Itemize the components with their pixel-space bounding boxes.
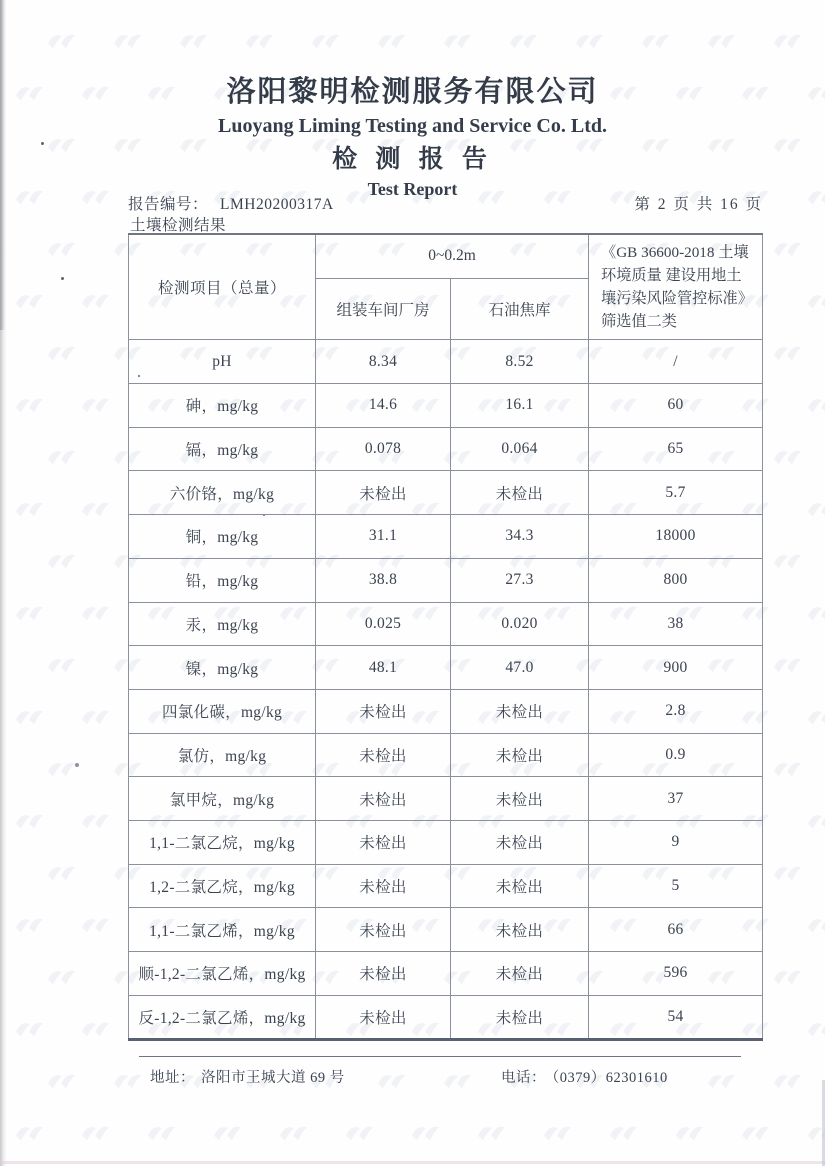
watermark-bird-icon: [44, 546, 81, 574]
watermark-bird-icon: [210, 1118, 247, 1146]
item-cell: 四氯化碳，mg/kg: [129, 689, 316, 733]
item-cell: 铅，mg/kg: [129, 558, 316, 602]
value1-cell: 14.6: [316, 384, 451, 428]
limit-cell: 5.7: [589, 471, 763, 515]
watermark-bird-icon: [78, 1118, 115, 1146]
item-cell: 砷，mg/kg: [129, 384, 316, 428]
address: [150, 1066, 345, 1087]
table-row: [129, 515, 763, 559]
watermark-bird-icon: [12, 702, 49, 730]
watermark-glyph: [770, 650, 808, 683]
watermark-bird-icon: [770, 858, 807, 886]
watermark-glyph: [12, 910, 50, 943]
value2-cell: 8.52: [451, 340, 589, 384]
watermark-glyph: [804, 598, 825, 631]
value2-cell: 未检出: [451, 995, 589, 1040]
limit-cell: 66: [589, 908, 763, 952]
watermark-bird-icon: [44, 338, 81, 366]
col-header-item: 检测项目（总量）: [129, 234, 316, 340]
watermark-bird-icon: [804, 286, 825, 314]
watermark-bird-icon: [44, 858, 81, 886]
watermark-glyph: [506, 26, 544, 59]
watermark-bird-icon: [770, 962, 807, 990]
table-row: [129, 995, 763, 1040]
watermark-glyph: [12, 806, 50, 839]
watermark-glyph: [770, 546, 808, 579]
watermark-bird-icon: [770, 754, 807, 782]
item-cell: 反-1,2-二氯乙烯，mg/kg: [129, 995, 316, 1040]
watermark-glyph: [44, 442, 82, 475]
watermark-glyph: [44, 1066, 82, 1099]
watermark-bird-icon: [804, 390, 825, 418]
watermark-bird-icon: [176, 26, 213, 54]
watermark-bird-icon: [704, 26, 741, 54]
watermark-glyph: [44, 754, 82, 787]
watermark-bird-icon: [78, 702, 115, 730]
watermark-glyph: [606, 1118, 644, 1151]
watermark-glyph: [78, 806, 116, 839]
watermark-bird-icon: [78, 390, 115, 418]
value2-cell: 未检出: [451, 864, 589, 908]
watermark-glyph: [804, 1118, 825, 1151]
value1-cell: 未检出: [316, 733, 451, 777]
value1-cell: 48.1: [316, 646, 451, 690]
table-row: [129, 908, 763, 952]
item-cell: 顺-1,2-二氯乙烯，mg/kg: [129, 952, 316, 996]
watermark-glyph: [408, 1118, 446, 1151]
watermark-glyph: [572, 26, 610, 59]
table-row: [129, 602, 763, 646]
value1-cell: 8.34: [316, 340, 451, 384]
watermark-bird-icon: [110, 26, 147, 54]
limit-cell: 800: [589, 558, 763, 602]
table-row: [129, 864, 763, 908]
table-row: [129, 646, 763, 690]
watermark-bird-icon: [12, 598, 49, 626]
address-label: 地址：: [150, 1070, 195, 1086]
watermark-glyph: [474, 1118, 512, 1151]
watermark-bird-icon: [572, 26, 609, 54]
watermark-bird-icon: [78, 286, 115, 314]
watermark-glyph: [804, 910, 825, 943]
watermark-bird-icon: [770, 338, 807, 366]
value2-cell: 0.020: [451, 602, 589, 646]
col-header-standard: 《GB 36600-2018 土壤环境质量 建设用地土壤污染风险管控标准》筛选值二类: [589, 234, 763, 340]
watermark-bird-icon: [738, 1118, 775, 1146]
watermark-glyph: [44, 546, 82, 579]
watermark-bird-icon: [12, 286, 49, 314]
watermark-bird-icon: [12, 390, 49, 418]
report-title-en: Test Report: [367, 179, 458, 200]
watermark-bird-icon: [672, 1118, 709, 1146]
scan-speck: [75, 763, 79, 767]
col-header-sample2: 石油焦库: [451, 278, 589, 339]
item-cell: 镉，mg/kg: [129, 427, 316, 471]
value2-cell: 未检出: [451, 733, 589, 777]
watermark-bird-icon: [44, 234, 81, 262]
watermark-bird-icon: [44, 754, 81, 782]
watermark-bird-icon: [308, 26, 345, 54]
value2-cell: 未检出: [451, 820, 589, 864]
value2-cell: 0.064: [451, 427, 589, 471]
report-header: [0, 76, 825, 200]
watermark-glyph: [44, 650, 82, 683]
limit-cell: 596: [589, 952, 763, 996]
value1-cell: 未检出: [316, 777, 451, 821]
value2-cell: 34.3: [451, 515, 589, 559]
section-title: 土壤检测结果: [130, 217, 227, 234]
watermark-bird-icon: [804, 598, 825, 626]
watermark-glyph: [804, 286, 825, 319]
item-cell: 1,1-二氯乙烯，mg/kg: [129, 908, 316, 952]
value2-cell: 未检出: [451, 689, 589, 733]
watermark-bird-icon: [44, 962, 81, 990]
watermark-bird-icon: [44, 1066, 81, 1094]
value1-cell: 未检出: [316, 471, 451, 515]
watermark-glyph: [804, 390, 825, 423]
table-row: [129, 733, 763, 777]
watermark-glyph: [770, 234, 808, 267]
value2-cell: 47.0: [451, 646, 589, 690]
item-cell: 镍，mg/kg: [129, 646, 316, 690]
report-title-cn: 检 测 报 告: [332, 146, 493, 174]
watermark-glyph: [672, 1118, 710, 1151]
watermark-bird-icon: [342, 1118, 379, 1146]
value1-cell: 未检出: [316, 952, 451, 996]
table-row: [129, 777, 763, 821]
watermark-glyph: [44, 962, 82, 995]
watermark-bird-icon: [144, 1118, 181, 1146]
value2-cell: 未检出: [451, 908, 589, 952]
watermark-bird-icon: [44, 442, 81, 470]
watermark-glyph: [770, 26, 808, 59]
scan-speck: [61, 277, 64, 280]
value1-cell: 0.078: [316, 427, 451, 471]
watermark-bird-icon: [804, 1014, 825, 1042]
watermark-glyph: [78, 286, 116, 319]
watermark-glyph: [540, 1118, 578, 1151]
watermark-glyph: [78, 1014, 116, 1047]
watermark-bird-icon: [44, 650, 81, 678]
limit-cell: 0.9: [589, 733, 763, 777]
watermark-bird-icon: [78, 494, 115, 522]
limit-cell: 60: [589, 384, 763, 428]
page-indicator: 第 2 页 共 16 页: [634, 196, 763, 213]
table-row: [129, 952, 763, 996]
watermark-glyph: [770, 962, 808, 995]
table-row: [129, 427, 763, 471]
watermark-glyph: [44, 26, 82, 59]
watermark-glyph: [374, 26, 412, 59]
item-cell: 氯仿，mg/kg: [129, 733, 316, 777]
col-header-depth: 0~0.2m: [316, 234, 589, 278]
watermark-glyph: [704, 26, 742, 59]
company-name-en: Luoyang Liming Testing and Service Co. Ltd.: [218, 115, 607, 138]
watermark-bird-icon: [606, 1118, 643, 1146]
table-row: [129, 340, 763, 384]
col-header-sample1: 组装车间厂房: [316, 278, 451, 339]
watermark-glyph: [804, 494, 825, 527]
report-meta: [128, 192, 763, 214]
item-cell: pH: [129, 340, 316, 384]
watermark-bird-icon: [12, 1014, 49, 1042]
watermark-glyph: [78, 598, 116, 631]
limit-cell: 2.8: [589, 689, 763, 733]
phone: [501, 1066, 668, 1087]
item-cell: 氯甲烷，mg/kg: [129, 777, 316, 821]
watermark-glyph: [44, 234, 82, 267]
value1-cell: 38.8: [316, 558, 451, 602]
value2-cell: 27.3: [451, 558, 589, 602]
watermark-glyph: [804, 1014, 825, 1047]
watermark-glyph: [770, 858, 808, 891]
watermark-bird-icon: [78, 598, 115, 626]
watermark-glyph: [44, 858, 82, 891]
watermark-bird-icon: [804, 702, 825, 730]
value1-cell: 未检出: [316, 908, 451, 952]
page-footer: [139, 1056, 741, 1088]
limit-cell: /: [589, 340, 763, 384]
watermark-bird-icon: [804, 806, 825, 834]
value2-cell: 未检出: [451, 777, 589, 821]
table-header-row-1: [129, 234, 763, 278]
value2-cell: 未检出: [451, 471, 589, 515]
watermark-glyph: [770, 754, 808, 787]
watermark-glyph: [804, 806, 825, 839]
value2-cell: 16.1: [451, 384, 589, 428]
value1-cell: 0.025: [316, 602, 451, 646]
table-row: [129, 689, 763, 733]
watermark-bird-icon: [374, 26, 411, 54]
company-name-cn: 洛阳黎明检测服务有限公司: [226, 76, 599, 108]
value2-cell: 未检出: [451, 952, 589, 996]
watermark-bird-icon: [804, 494, 825, 522]
scan-edge-bottom: [0, 1161, 825, 1164]
watermark-bird-icon: [638, 26, 675, 54]
watermark-glyph: [440, 26, 478, 59]
value1-cell: 未检出: [316, 995, 451, 1040]
watermark-glyph: [44, 338, 82, 371]
limit-cell: 5: [589, 864, 763, 908]
item-cell: 汞，mg/kg: [129, 602, 316, 646]
value1-cell: 31.1: [316, 515, 451, 559]
table-row: [129, 820, 763, 864]
watermark-bird-icon: [804, 910, 825, 938]
watermark-glyph: [78, 494, 116, 527]
item-cell: 铜，mg/kg: [129, 515, 316, 559]
watermark-bird-icon: [506, 26, 543, 54]
watermark-bird-icon: [804, 1118, 825, 1146]
watermark-glyph: [770, 338, 808, 371]
value1-cell: 未检出: [316, 689, 451, 733]
limit-cell: 9: [589, 820, 763, 864]
results-table-wrap: [128, 233, 763, 1041]
watermark-bird-icon: [242, 26, 279, 54]
watermark-glyph: [144, 1118, 182, 1151]
watermark-bird-icon: [770, 650, 807, 678]
watermark-bird-icon: [78, 910, 115, 938]
watermark-glyph: [12, 1118, 50, 1151]
watermark-bird-icon: [12, 910, 49, 938]
watermark-bird-icon: [276, 1118, 313, 1146]
watermark-bird-icon: [770, 1066, 807, 1094]
table-row: [129, 384, 763, 428]
watermark-glyph: [308, 26, 346, 59]
watermark-glyph: [78, 702, 116, 735]
watermark-bird-icon: [770, 26, 807, 54]
watermark-bird-icon: [540, 1118, 577, 1146]
watermark-glyph: [210, 1118, 248, 1151]
report-number: [128, 192, 334, 214]
watermark-glyph: [12, 598, 50, 631]
watermark-glyph: [78, 910, 116, 943]
watermark-bird-icon: [12, 494, 49, 522]
limit-cell: 18000: [589, 515, 763, 559]
results-body: [129, 340, 763, 1040]
limit-cell: 38: [589, 602, 763, 646]
watermark-glyph: [242, 26, 280, 59]
watermark-bird-icon: [408, 1118, 445, 1146]
watermark-bird-icon: [78, 806, 115, 834]
results-table: [128, 233, 763, 1041]
watermark-bird-icon: [770, 546, 807, 574]
watermark-glyph: [276, 1118, 314, 1151]
watermark-glyph: [110, 26, 148, 59]
report-number-value: LMH20200317A: [220, 196, 334, 213]
watermark-bird-icon: [44, 26, 81, 54]
table-row: [129, 471, 763, 515]
watermark-glyph: [12, 390, 50, 423]
item-cell: 1,2-二氯乙烷，mg/kg: [129, 864, 316, 908]
watermark-glyph: [12, 286, 50, 319]
watermark-bird-icon: [440, 26, 477, 54]
limit-cell: 54: [589, 995, 763, 1040]
watermark-glyph: [12, 494, 50, 527]
watermark-glyph: [78, 1118, 116, 1151]
watermark-glyph: [638, 26, 676, 59]
watermark-bird-icon: [770, 442, 807, 470]
watermark-glyph: [770, 442, 808, 475]
item-cell: 六价铬，mg/kg: [129, 471, 316, 515]
watermark-glyph: [12, 1014, 50, 1047]
table-row: [129, 558, 763, 602]
watermark-glyph: [342, 1118, 380, 1151]
watermark-bird-icon: [12, 1118, 49, 1146]
phone-label: 电话：: [501, 1070, 546, 1086]
limit-cell: 900: [589, 646, 763, 690]
watermark-glyph: [738, 1118, 776, 1151]
address-value: 洛阳市王城大道 69 号: [201, 1070, 345, 1086]
value1-cell: 未检出: [316, 864, 451, 908]
watermark-bird-icon: [474, 1118, 511, 1146]
report-number-label: 报告编号：: [128, 196, 209, 213]
watermark-glyph: [770, 1066, 808, 1099]
footer-divider: [139, 1056, 741, 1057]
value1-cell: 未检出: [316, 820, 451, 864]
watermark-glyph: [78, 390, 116, 423]
watermark-glyph: [12, 702, 50, 735]
footer-row: [139, 1066, 741, 1088]
item-cell: 1,1-二氯乙烷，mg/kg: [129, 820, 316, 864]
limit-cell: 37: [589, 777, 763, 821]
limit-cell: 65: [589, 427, 763, 471]
watermark-bird-icon: [12, 806, 49, 834]
watermark-bird-icon: [78, 1014, 115, 1042]
watermark-glyph: [804, 702, 825, 735]
watermark-bird-icon: [770, 234, 807, 262]
phone-value: （0379）62301610: [552, 1070, 668, 1086]
watermark-glyph: [176, 26, 214, 59]
